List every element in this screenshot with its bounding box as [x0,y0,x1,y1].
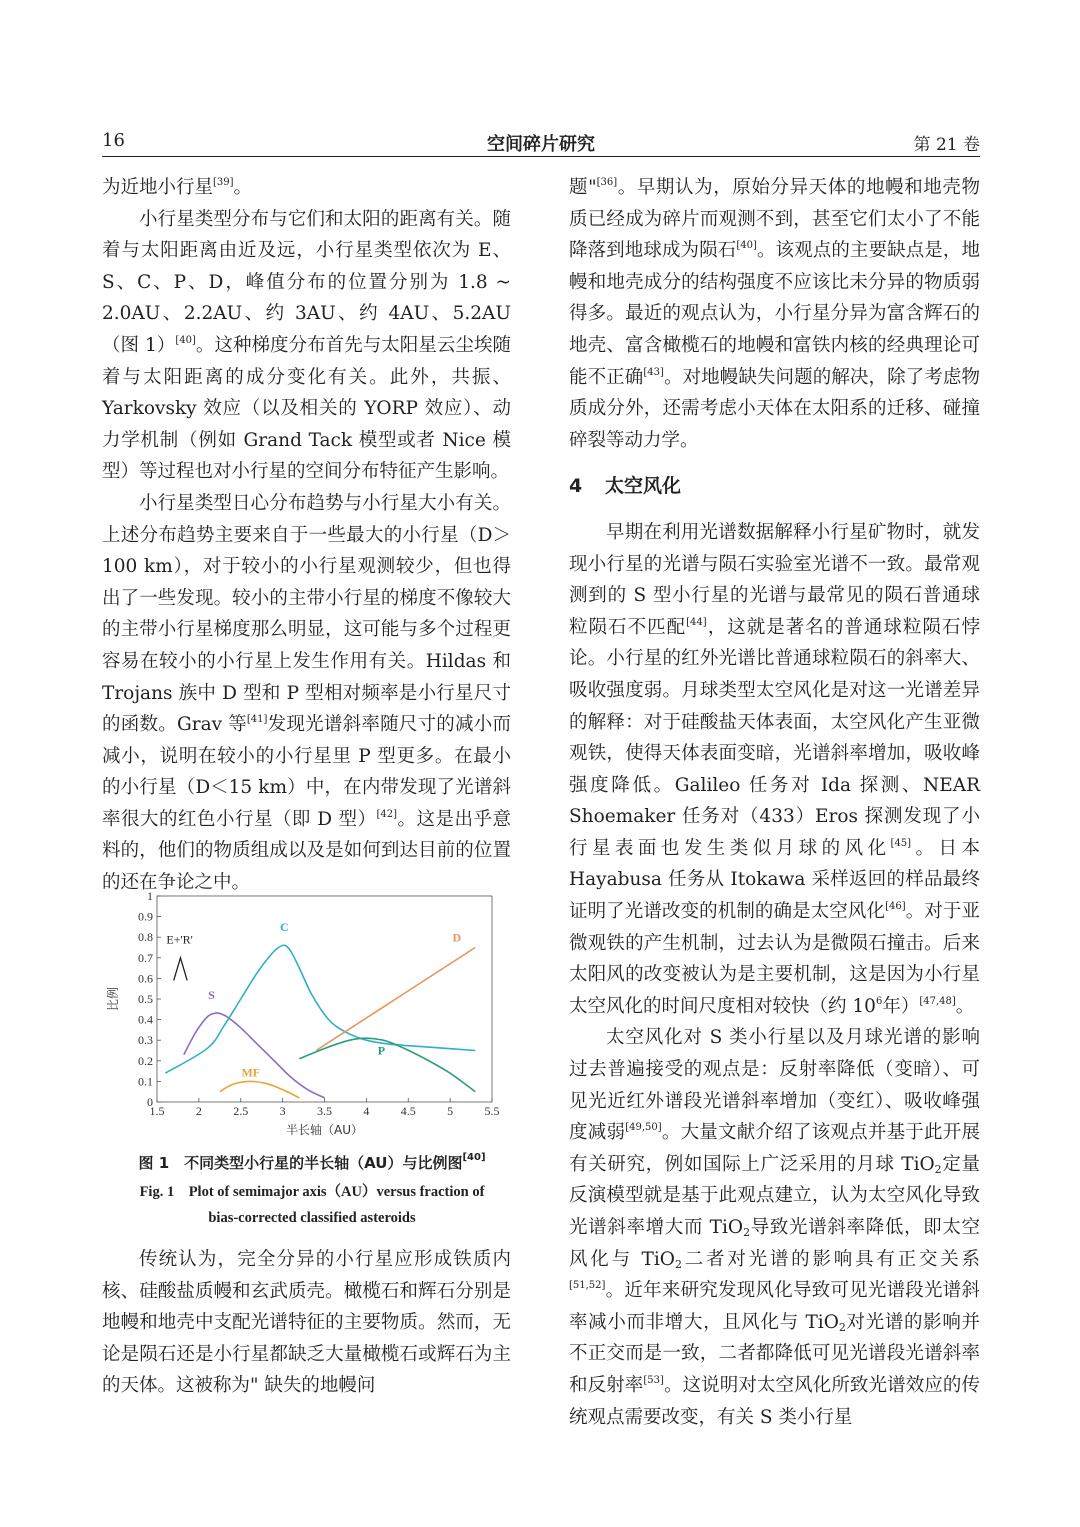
y-axis-label: 比例 [106,986,120,1012]
left-column-upper [102,172,511,899]
series-label-mf: MF [241,1065,261,1080]
volume-label: 第 21 卷 [913,135,980,155]
x-tick-label: 3 [279,1104,286,1118]
figure-caption-cn: 图 1 不同类型小行星的半长轴（AU）与比例图[40] [138,1152,486,1172]
paragraph: 为近地小行星[39]。 [102,177,253,198]
x-tick-label: 3.5 [317,1104,332,1118]
x-tick-label: 5.5 [484,1104,500,1118]
series-line-mf [220,1081,300,1098]
y-tick-label: 0.4 [138,1012,153,1027]
x-tick-label: 4.5 [400,1104,416,1118]
x-tick-label: 4 [363,1104,370,1118]
y-tick-label: 0.9 [138,909,153,924]
y-tick-label: 0.1 [138,1074,153,1089]
series-line-p [299,1038,475,1092]
series-label-p: P [377,1043,386,1058]
series-label-s: S [208,988,215,1002]
figure-1-chart [102,884,522,1144]
y-tick-label: 0 [147,1095,153,1109]
paragraph: 小行星类型分布与它们和太阳的距离有关。随着与太阳距离由近及远，小行星类型依次为 E、S、C、P、D，峰值分布的位置分别为 1.8 ~ 2.0AU、2.2AU、约 3AU、约 4AU、5.2AU（图 1）[40]。这种梯度分布首先与太阳星云尘埃随着与太阳距离的成分变化有关。此外，共振、Yarkovsky 效应（以及相关的 YORP 效应）、动力学机制（例如 Grand Tack 模型或者 Nice 模型）等过程也对小行星的空间分布特征产生影响。 [102,208,511,483]
paragraph: 早期在利用光谱数据解释小行星矿物时，就发现小行星的光谱与陨石实验室光谱不一致。最常观测到的 S 型小行星的光谱与最常见的陨石普通球粒陨石不匹配[44]，这就是著名的普通球粒陨石悖论。小行星的红外光谱比普通球粒陨石的斜率大、吸收强度弱。月球类型太空风化是对这一光谱差异的解释：对于硅酸盐天体表面，太空风化产生亚微观铁，使得天体表面变暗，光谱斜率增加，吸收峰强度降低。Galileo 任务对 Ida 探测、NEAR Shoemaker 任务对（433）Eros 探测发现了小行星表面也发生类似月球的风化[45]。日本 Hayabusa 任务从 Itokawa 采样返回的样品最终证明了光谱改变的机制的确是太空风化[46]。对于亚微观铁的产生机制，过去认为是微陨石撞击。后来太阳风的改变被认为是主要机制，这是因为小行星太空风化的时间尺度相对较快（约 $10^6$年）[47,48]。 [569,521,980,1017]
y-tick-label: 0.6 [138,971,153,986]
x-tick-label: 2 [195,1104,202,1118]
annotation-e-r: E+'R' [166,932,193,947]
x-axis-label: 半长轴（AU） [286,1123,363,1137]
paragraph: 传统认为，完全分异的小行星应形成铁质内核、硅酸盐质幔和玄武质壳。橄榄石和辉石分别是地幔和地壳中支配光谱特征的主要物质。然而，无论是陨石还是小行星都缺乏大量橄榄石或辉石为主的天体。这被称为" 缺失的地幔问 [102,1249,511,1397]
paragraph: 题"[36]。早期认为，原始分异天体的地幔和地壳物质已经成为碎片而观测不到，甚至它们太小了不能降落到地球成为陨石[40]。该观点的主要缺点是，地幔和地壳成分的结构强度不应该比未分异的物质弱得多。最近的观点认为，小行星分异为富含辉石的地壳、富含橄榄石的地幔和富铁内核的经典理论可能不正确[43]。对地幔缺失问题的解决，除了考虑物质成分外，还需考虑小天体在太阳系的迁移、碰撞碎裂等动力学。 [569,177,980,451]
series-label-c: C [279,920,289,935]
right-column [569,172,980,1433]
x-tick-label: 2.5 [233,1104,249,1118]
header-rule [102,156,980,157]
y-tick-label: 0.8 [138,930,153,945]
x-tick-label: 1.5 [149,1104,165,1118]
series-line-c [165,945,475,1073]
left-column-lower [102,1244,511,1402]
section-heading: 4 太空风化 [569,475,682,498]
x-tick-label: 5 [447,1104,454,1118]
series-line-s [184,1013,325,1098]
series-label-d: D [452,930,462,945]
e-r-peak-marker [174,958,187,981]
y-tick-label: 0.3 [138,1033,153,1048]
y-tick-label: 0.5 [138,992,153,1006]
y-tick-label: 0.2 [138,1053,153,1068]
series-line-d [316,948,475,1051]
figure-caption-en: Fig. 1 Plot of semimajor axis（AU）versus fraction of bias-corrected classified asteroids [139,1184,485,1226]
page-number: 16 [102,130,125,151]
journal-title: 空间碎片研究 [487,134,595,155]
y-tick-label: 1 [147,889,153,903]
paragraph: 太空风化对 S 类小行星以及月球光谱的影响过去普遍接受的观点是：反射率降低（变暗）、可见光近红外谱段光谱斜率增加（变红）、吸收峰强度减弱[49,50]。大量文献介绍了该观点并基于此开展有关研究，例如国际上广泛采用的月球 TiO$_2$定量反演模型就是基于此观点建立，认为太空风化导致光谱斜率增大而 TiO$_2$导致光谱斜率降低，即太空风化与 TiO$_2$二者对光谱的影响具有正交关系[51,52]。近年来研究发现风化导致可见光谱段光谱斜率减小而非增大，且风化与 TiO$_2$对光谱的影响并不正交而是一致，二者都降低可见光谱段光谱斜率和反射率[53]。这说明对太空风化所致光谱效应的传统观点需要改变，有关 S 类小行星 [569,1027,980,1428]
paragraph: 小行星类型日心分布趋势与小行星大小有关。上述分布趋势主要来自于一些最大的小行星（D＞100 km），对于较小的小行星观测较少，但也得出了一些发现。较小的主带小行星的梯度不像较大的主带小行星梯度那么明显，这可能与多个过程更容易在较小的小行星上发生作用有关。Hildas 和 Trojans 族中 D 型和 P 型相对频率是小行星尺寸的函数。Grav 等[41]发现光谱斜率随尺寸的减小而减小，说明在较小的小行星里 P 型更多。在最小的小行星（D＜15 km）中，在内带发现了光谱斜率很大的红色小行星（即 D 型）[42]。这是出乎意料的，他们的物质组成以及是如何到达目前的位置的还在争论之中。 [102,492,511,894]
running-header [102,130,980,156]
y-tick-label: 0.7 [138,950,153,965]
